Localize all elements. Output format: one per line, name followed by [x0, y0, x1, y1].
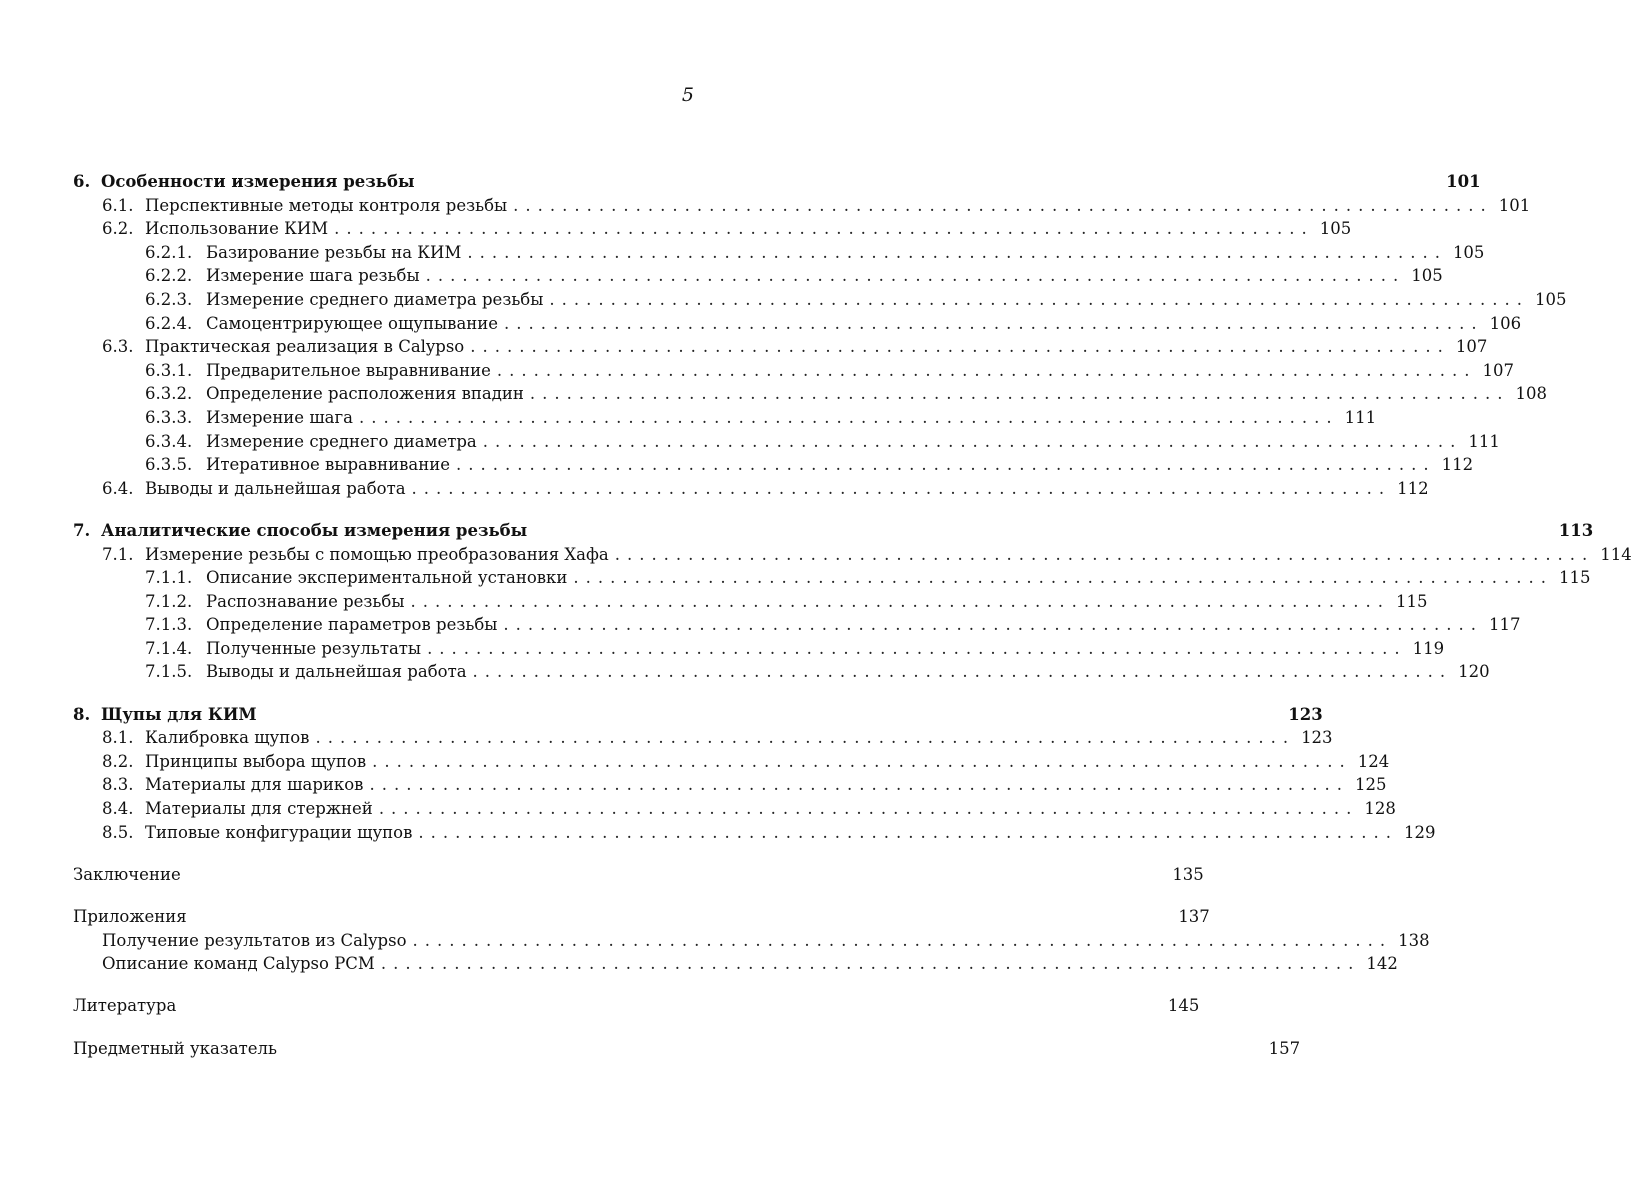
entry-page: 115 — [1558, 568, 1591, 588]
entry-page: 117 — [1489, 615, 1521, 635]
entry-title: Литература — [73, 996, 177, 1016]
entry-number: 7.1.2. — [145, 591, 193, 611]
entry-page: 112 — [1441, 455, 1474, 475]
entry-number: 8. — [73, 704, 91, 724]
entry-title: Измерение шага резьбы — [206, 266, 420, 286]
entry-number: 8.4. — [102, 799, 134, 819]
toc-appendix-item[interactable] — [73, 929, 1430, 953]
entry-number: 6.2. — [102, 219, 134, 239]
entry-page: 119 — [1412, 638, 1445, 658]
dot-leader: ................................................................................ — [472, 662, 1453, 682]
entry-page: 112 — [1397, 478, 1429, 498]
entry-title: Описание команд Calypso PCM — [102, 954, 375, 974]
dot-leader: ................................................................................ — [372, 751, 1352, 771]
toc-subsection[interactable] — [73, 241, 1485, 265]
dot-leader: ................................................................................ — [427, 638, 1407, 658]
dot-leader: ................................................................................ — [573, 568, 1553, 588]
dot-leader: ................................................................................ — [411, 478, 1392, 498]
entry-page: 137 — [1178, 907, 1210, 926]
entry-number: 8.5. — [102, 822, 134, 842]
dot-leader: ................................................................................ — [334, 219, 1314, 239]
toc-subsection[interactable] — [73, 613, 1521, 637]
entry-title: Особенности измерения резьбы — [101, 172, 415, 191]
toc-subsection[interactable] — [73, 359, 1514, 383]
page-number: 5 — [681, 84, 694, 106]
entry-number: 8.3. — [102, 775, 134, 795]
toc-section[interactable] — [73, 797, 1396, 821]
dot-leader: ................................................................................ — [482, 431, 1463, 451]
toc-section[interactable] — [73, 194, 1531, 218]
toc-chapter[interactable] — [73, 519, 1594, 543]
dot-leader: ................................................................................ — [470, 337, 1450, 357]
toc-section[interactable] — [73, 217, 1352, 241]
entry-number: 7.1.5. — [145, 662, 193, 682]
entry-number: 6.2.1. — [145, 242, 193, 262]
entry-title: Распознавание резьбы — [206, 591, 405, 611]
dot-leader: ................................................................................ — [456, 455, 1436, 475]
dot-leader: ................................................................................ — [425, 266, 1406, 286]
dot-leader: ................................................................................ — [549, 289, 1529, 309]
entry-title: Калибровка щупов — [145, 728, 310, 748]
entry-number: 6.2.4. — [145, 313, 193, 333]
entry-title: Полученные результаты — [206, 638, 422, 658]
entry-page: 124 — [1357, 751, 1390, 771]
entry-page: 120 — [1458, 662, 1490, 682]
toc-chapter[interactable] — [73, 703, 1323, 727]
entry-page: 123 — [1288, 704, 1323, 724]
toc-section[interactable] — [73, 726, 1333, 750]
entry-title: Определение параметров резьбы — [206, 615, 498, 635]
toc-subsection[interactable] — [73, 382, 1547, 406]
entry-title: Предметный указатель — [73, 1038, 278, 1058]
toc-subsection[interactable] — [73, 453, 1474, 477]
toc-chapter[interactable] — [73, 170, 1481, 194]
entry-page: 107 — [1482, 360, 1514, 380]
entry-title: Получение результатов из Calypso — [102, 930, 407, 950]
dot-leader: ................................................................................ — [503, 615, 1483, 635]
dot-leader: ................................................................................ — [529, 384, 1510, 404]
dot-leader: ................................................................................ — [504, 313, 1484, 333]
toc-section[interactable] — [73, 335, 1488, 359]
dot-leader: ................................................................................ — [412, 930, 1393, 950]
entry-title: Типовые конфигурации щупов — [145, 822, 413, 842]
entry-title: Самоцентрирующее ощупывание — [206, 313, 499, 333]
entry-page: 106 — [1489, 313, 1522, 333]
entry-page: 101 — [1498, 195, 1531, 215]
entry-page: 138 — [1398, 930, 1430, 950]
entry-number: 6.3.1. — [145, 360, 193, 380]
entry-number: 8.2. — [102, 751, 134, 771]
toc-appendix-item[interactable] — [73, 952, 1398, 976]
entry-title: Предварительное выравнивание — [206, 360, 491, 380]
toc-section[interactable] — [73, 750, 1390, 774]
toc-subsection[interactable] — [73, 590, 1428, 614]
entry-title: Базирование резьбы на КИМ — [206, 242, 462, 262]
dot-leader: ................................................................................ — [614, 544, 1595, 564]
entry-title: Измерение шага — [206, 407, 353, 427]
entry-title: Выводы и дальнейшая работа — [206, 662, 467, 682]
entry-number: 8.1. — [102, 728, 134, 748]
entry-number: 6.3.3. — [145, 407, 193, 427]
toc-subsection[interactable] — [73, 430, 1500, 454]
entry-number: 7.1.1. — [145, 568, 193, 588]
entry-page: 115 — [1396, 591, 1428, 611]
entry-number: 6.3. — [102, 337, 134, 357]
entry-number: 6. — [73, 172, 91, 191]
entry-page: 123 — [1301, 728, 1333, 748]
entry-title: Заключение — [73, 864, 181, 884]
entry-page: 105 — [1319, 219, 1352, 239]
entry-number: 6.3.5. — [145, 455, 193, 475]
dot-leader: ................................................................................ — [358, 407, 1339, 427]
entry-page: 105 — [1452, 242, 1485, 262]
toc-back-matter[interactable] — [73, 994, 1200, 1018]
entry-title: Итеративное выравнивание — [206, 455, 451, 475]
entry-number: 6.4. — [102, 478, 134, 498]
entry-title: Аналитические способы измерения резьбы — [101, 520, 528, 540]
entry-page: 157 — [1268, 1038, 1301, 1058]
toc-subsection[interactable] — [73, 264, 1443, 288]
table-of-contents — [73, 170, 1632, 1060]
entry-title: Практическая реализация в Calypso — [145, 337, 465, 357]
entry-page: 125 — [1355, 775, 1387, 795]
entry-page: 101 — [1446, 172, 1481, 191]
toc-subsection[interactable] — [73, 406, 1377, 430]
entry-number: 6.1. — [102, 195, 134, 215]
entry-title: Измерение резьбы с помощью преобразования Хафа — [145, 544, 609, 564]
entry-page: 129 — [1404, 822, 1436, 842]
dot-leader: ................................................................................ — [513, 195, 1493, 215]
toc-back-matter[interactable] — [73, 905, 1210, 929]
entry-page: 145 — [1167, 996, 1200, 1016]
entry-number: 7.1.3. — [145, 615, 193, 635]
entry-title: Выводы и дальнейшая работа — [145, 478, 406, 498]
dot-leader: ................................................................................ — [467, 242, 1447, 262]
toc-subsection[interactable] — [73, 660, 1490, 684]
dot-leader: ................................................................................ — [410, 591, 1391, 611]
entry-title: Материалы для шариков — [145, 775, 364, 795]
toc-subsection[interactable] — [73, 288, 1567, 312]
dot-leader: ................................................................................ — [369, 775, 1350, 795]
entry-number: 6.2.3. — [145, 289, 193, 309]
entry-title: Описание экспериментальной установки — [206, 568, 568, 588]
entry-title: Приложения — [73, 907, 187, 926]
entry-number: 6.3.2. — [145, 384, 193, 404]
entry-number: 7. — [73, 520, 91, 540]
toc-section[interactable] — [73, 821, 1436, 845]
dot-leader: ................................................................................ — [315, 728, 1296, 748]
toc-subsection[interactable] — [73, 312, 1522, 336]
entry-page: 111 — [1344, 407, 1377, 427]
entry-page: 105 — [1411, 266, 1443, 286]
entry-number: 6.3.4. — [145, 431, 193, 451]
entry-title: Принципы выбора щупов — [145, 751, 367, 771]
entry-page: 135 — [1172, 864, 1204, 884]
toc-back-matter[interactable] — [73, 863, 1204, 887]
toc-section[interactable] — [73, 477, 1429, 501]
entry-title: Перспективные методы контроля резьбы — [145, 195, 508, 215]
entry-title: Использование КИМ — [145, 219, 329, 239]
toc-section[interactable] — [73, 773, 1387, 797]
dot-leader: ................................................................................ — [380, 954, 1361, 974]
entry-title: Измерение среднего диаметра резьбы — [206, 289, 544, 309]
entry-title: Материалы для стержней — [145, 799, 373, 819]
toc-section[interactable] — [73, 543, 1632, 567]
entry-title: Измерение среднего диаметра — [206, 431, 477, 451]
dot-leader: ................................................................................ — [418, 822, 1398, 842]
entry-page: 142 — [1366, 954, 1398, 974]
entry-page: 107 — [1455, 337, 1488, 357]
dot-leader: ................................................................................ — [496, 360, 1477, 380]
toc-back-matter[interactable] — [73, 1037, 1301, 1061]
entry-page: 113 — [1558, 520, 1594, 540]
entry-page: 108 — [1515, 384, 1547, 404]
entry-number: 7.1.4. — [145, 638, 193, 658]
toc-subsection[interactable] — [73, 637, 1445, 661]
entry-page: 111 — [1468, 431, 1500, 451]
entry-number: 7.1. — [102, 544, 134, 564]
entry-page: 114 — [1600, 544, 1632, 564]
entry-title: Щупы для КИМ — [101, 704, 257, 724]
entry-page: 105 — [1534, 289, 1567, 309]
toc-subsection[interactable] — [73, 566, 1591, 590]
entry-title: Определение расположения впадин — [206, 384, 524, 404]
dot-leader: ................................................................................ — [378, 799, 1359, 819]
entry-page: 128 — [1364, 799, 1396, 819]
entry-number: 6.2.2. — [145, 266, 193, 286]
